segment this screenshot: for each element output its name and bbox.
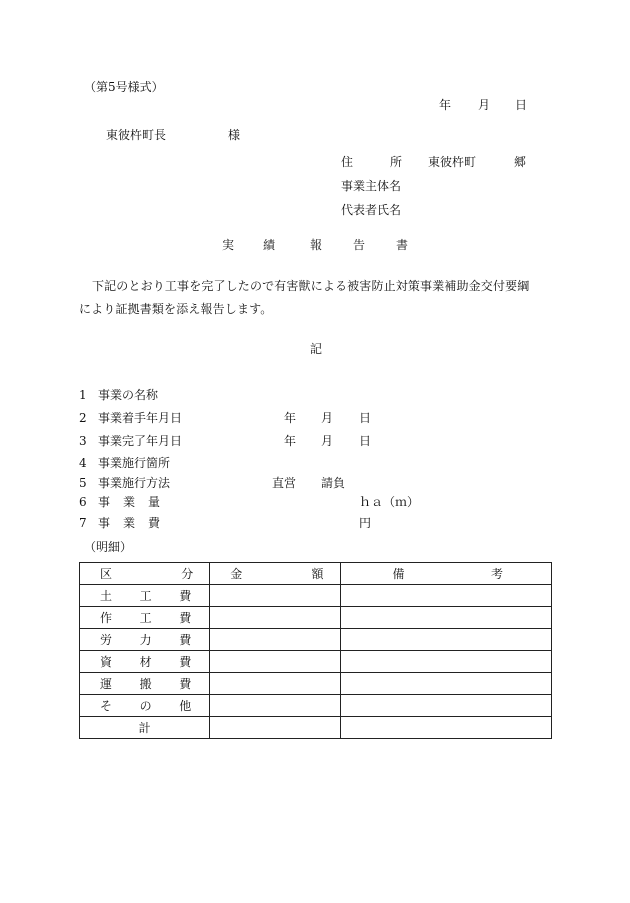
address-label-2: 所	[390, 155, 403, 169]
addressee: 東彼杵町長	[106, 128, 167, 142]
row-category	[80, 651, 210, 673]
body-line-2: により証拠書類を添え報告します。	[79, 302, 273, 316]
item-num: 4	[79, 456, 87, 470]
item-year: 年	[284, 434, 297, 448]
amount-cell[interactable]	[210, 585, 340, 607]
remarks-cell[interactable]	[340, 629, 551, 651]
item-unit: 円	[359, 516, 372, 530]
item-num: 5	[79, 476, 87, 490]
title-char: 績	[263, 238, 276, 252]
category-char: 費	[179, 610, 192, 625]
category-char: 費	[179, 588, 192, 603]
honorific: 様	[228, 128, 241, 142]
item-option-contract: 請負	[321, 476, 346, 490]
item-label-char: 事	[98, 516, 111, 530]
table-header-row	[80, 563, 552, 585]
header-char: 分	[181, 566, 194, 581]
row-category	[80, 695, 210, 717]
item-label: 事業施行箇所	[98, 456, 171, 470]
rep-label: 代表者氏名	[341, 203, 402, 217]
category-char: の	[139, 698, 152, 713]
table-row	[80, 585, 552, 607]
item-label: 事業完了年月日	[98, 434, 183, 448]
item-label: 事業着手年月日	[98, 411, 183, 425]
date-month: 月	[478, 98, 491, 112]
total-label	[80, 717, 210, 739]
header-char: 金	[230, 566, 243, 581]
category-char: 土	[100, 588, 113, 603]
remarks-cell[interactable]	[340, 585, 551, 607]
remarks-cell[interactable]	[340, 607, 551, 629]
category-char: 工	[139, 588, 152, 603]
item-unit: ｈａ（ｍ）	[359, 495, 420, 509]
category-char: そ	[100, 698, 113, 713]
item-label-char: 事	[98, 495, 111, 509]
item-label-char: 業	[123, 516, 136, 530]
date-year: 年	[439, 98, 452, 112]
category-char: 運	[100, 676, 113, 691]
item-num: 2	[79, 411, 87, 425]
category-char: 作	[100, 610, 113, 625]
item-label-char: 量	[148, 495, 161, 509]
item-label: 事業の名称	[98, 388, 159, 402]
item-label: 事業施行方法	[98, 476, 171, 490]
item-num: 1	[79, 388, 87, 402]
title-char: 告	[353, 238, 366, 252]
category-char: 費	[179, 676, 192, 691]
category-char: 資	[100, 654, 113, 669]
category-char: 工	[139, 610, 152, 625]
header-char: 備	[392, 566, 405, 581]
header-char: 考	[490, 566, 503, 581]
breakdown-label: （明細）	[84, 540, 133, 554]
amount-cell[interactable]	[210, 673, 340, 695]
amount-cell[interactable]	[210, 651, 340, 673]
header-char: 区	[100, 566, 113, 581]
category-char: 費	[179, 654, 192, 669]
entity-label: 事業主体名	[341, 179, 402, 193]
header-char: 額	[311, 566, 324, 581]
address-district: 郷	[514, 155, 527, 169]
header-category	[80, 563, 210, 585]
remarks-cell[interactable]	[340, 695, 551, 717]
date-day: 日	[515, 98, 528, 112]
body-line-1: 下記のとおり工事を完了したので有害獣による被害防止対策事業補助金交付要綱	[92, 279, 530, 293]
table-row	[80, 673, 552, 695]
table-total-row	[80, 717, 552, 739]
item-day: 日	[359, 434, 372, 448]
amount-cell[interactable]	[210, 629, 340, 651]
table-row	[80, 629, 552, 651]
remarks-cell[interactable]	[340, 673, 551, 695]
amount-cell[interactable]	[210, 695, 340, 717]
title-char: 実	[222, 238, 235, 252]
item-label-char: 業	[123, 495, 136, 509]
category-char: 労	[100, 632, 113, 647]
item-num: 3	[79, 434, 87, 448]
row-category	[80, 607, 210, 629]
title-char: 書	[396, 238, 409, 252]
ki-mark: 記	[310, 342, 323, 356]
header-remarks	[340, 563, 551, 585]
category-char: 費	[179, 632, 192, 647]
address-value: 東彼杵町	[428, 155, 477, 169]
item-year: 年	[284, 411, 297, 425]
table-row	[80, 651, 552, 673]
item-num: 7	[79, 516, 87, 530]
category-char: 力	[139, 632, 152, 647]
total-remarks-cell[interactable]	[340, 717, 551, 739]
table-row	[80, 695, 552, 717]
breakdown-table	[79, 562, 552, 739]
item-month: 月	[321, 434, 334, 448]
table-row	[80, 607, 552, 629]
total-amount-cell[interactable]	[210, 717, 340, 739]
item-num: 6	[79, 495, 87, 509]
form-number: （第5号様式）	[84, 80, 164, 94]
amount-cell[interactable]	[210, 607, 340, 629]
header-amount	[210, 563, 340, 585]
item-month: 月	[321, 411, 334, 425]
total-char: 計	[138, 720, 151, 735]
category-char: 他	[179, 698, 192, 713]
item-option-direct: 直営	[272, 476, 297, 490]
row-category	[80, 585, 210, 607]
title-char: 報	[310, 238, 323, 252]
item-day: 日	[359, 411, 372, 425]
row-category	[80, 629, 210, 651]
category-char: 材	[139, 654, 152, 669]
row-category	[80, 673, 210, 695]
address-label-1: 住	[341, 155, 354, 169]
item-label-char: 費	[148, 516, 161, 530]
category-char: 搬	[139, 676, 152, 691]
remarks-cell[interactable]	[340, 651, 551, 673]
